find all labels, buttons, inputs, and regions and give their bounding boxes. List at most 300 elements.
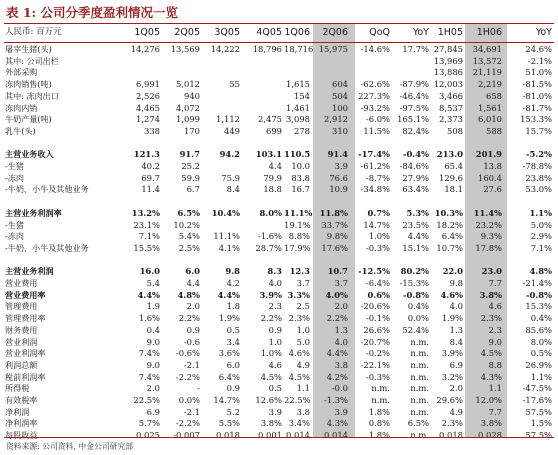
table-cell: 80.2% bbox=[400, 266, 429, 277]
table-cell: 2,475 bbox=[258, 114, 282, 125]
table-cell: 6.0 bbox=[185, 266, 200, 277]
table-cell: 3.7 bbox=[296, 278, 310, 288]
table-cell: -20.7% bbox=[360, 336, 390, 347]
table-cell: -20.6% bbox=[360, 301, 390, 312]
table-cell: 4.8% bbox=[529, 266, 552, 277]
table-cell: n.m. bbox=[410, 430, 429, 441]
table-cell: -22.1% bbox=[360, 359, 390, 370]
table-cell: 2.3% bbox=[480, 313, 502, 324]
table-cell: 4.0 bbox=[334, 336, 348, 347]
table-cell: 8.0% bbox=[530, 336, 552, 347]
table-cell: 2.3 bbox=[268, 301, 282, 312]
table-cell: 23.1% bbox=[133, 219, 160, 230]
table-cell: 1.0% bbox=[368, 231, 390, 242]
table-cell: 129.6 bbox=[439, 172, 463, 183]
table-cell: 5.0% bbox=[530, 219, 552, 230]
table-cell: 3.8 bbox=[296, 406, 310, 417]
table-cell: 9.0 bbox=[146, 336, 160, 347]
table-cell: 10.2% bbox=[173, 219, 200, 230]
table-cell: 0.025 bbox=[136, 430, 160, 441]
table-cell: 57.5% bbox=[525, 430, 552, 441]
table-cell: 0.4 bbox=[146, 324, 160, 335]
table-cell: -78.8% bbox=[522, 161, 552, 171]
table-cell: 6,991 bbox=[136, 79, 160, 90]
table-cell: 2.2% bbox=[260, 313, 282, 324]
table-cell: 2.5% bbox=[178, 242, 200, 253]
row-label: 税前利润率 bbox=[5, 371, 46, 382]
table-cell: 310 bbox=[332, 125, 348, 136]
table-cell: 278 bbox=[294, 125, 310, 136]
table-cell: 0.4% bbox=[407, 301, 429, 312]
table-cell: n.m. bbox=[410, 371, 429, 382]
table-cell: 16.0 bbox=[139, 266, 160, 277]
table-cell: 59.9 bbox=[181, 172, 200, 183]
table-cell: 0.0% bbox=[407, 313, 429, 324]
table-cell: 5.0 bbox=[296, 336, 310, 347]
row-label: 外部采购 bbox=[5, 67, 38, 78]
table-cell: 1.1 bbox=[296, 383, 310, 394]
table-cell: 10.0 bbox=[291, 161, 310, 171]
table-cell: 23.8% bbox=[525, 172, 552, 183]
table-cell: 3.3% bbox=[287, 289, 310, 300]
table-cell: 0.9 bbox=[226, 383, 240, 394]
table-cell: 1.8% bbox=[368, 406, 390, 417]
table-cell: 1,615 bbox=[286, 79, 310, 90]
column-header-4q05: 4Q05 bbox=[256, 27, 282, 38]
table-cell: 3,098 bbox=[286, 114, 310, 125]
table-cell: 6.0 bbox=[226, 359, 240, 370]
table-cell: 170 bbox=[184, 125, 200, 136]
table-cell: 4,465 bbox=[136, 102, 160, 113]
table-cell: 17.8% bbox=[475, 242, 502, 253]
table-cell: 1.1 bbox=[488, 383, 502, 394]
table-cell: 7.1% bbox=[138, 231, 160, 242]
table-cell: 508 bbox=[447, 125, 463, 136]
column-header-3q05: 3Q05 bbox=[214, 27, 240, 38]
table-cell: -81.0% bbox=[522, 90, 552, 101]
table-cell: -0.6 bbox=[183, 336, 200, 347]
table-cell: 18.8 bbox=[263, 184, 282, 195]
table-cell: 338 bbox=[144, 125, 160, 136]
table-cell: -0.1% bbox=[365, 313, 390, 324]
table-cell: 6,010 bbox=[478, 114, 502, 125]
table-cell: -0.2% bbox=[365, 348, 390, 359]
table-cell: 6.9 bbox=[449, 359, 463, 370]
table-cell: -8.7% bbox=[365, 172, 390, 183]
table-cell: 27,845 bbox=[433, 44, 463, 54]
table-cell: 3,466 bbox=[439, 90, 463, 101]
table-cell: 12,003 bbox=[433, 79, 463, 90]
table-title: 表 1: 公司分季度盈利情况一览 bbox=[6, 5, 179, 20]
table-cell: 121.3 bbox=[133, 149, 160, 160]
bottom-rule bbox=[4, 437, 554, 438]
table-cell: 4.4% bbox=[326, 348, 348, 359]
table-cell: 11.1% bbox=[284, 207, 313, 218]
table-cell: 51.0% bbox=[525, 67, 552, 78]
row-label: 营业费用率 bbox=[5, 289, 46, 300]
table-cell: -0.8% bbox=[525, 289, 552, 300]
table-cell: 27.6 bbox=[483, 184, 502, 195]
table-cell: 10.7% bbox=[436, 242, 463, 253]
table-cell: 0.7% bbox=[367, 207, 390, 218]
table-cell: 3.8% bbox=[479, 289, 502, 300]
table-cell: 0.9 bbox=[186, 324, 200, 335]
table-cell: -93.2% bbox=[360, 102, 390, 113]
table-cell: 4.9 bbox=[296, 359, 310, 370]
table-cell: 4.6 bbox=[488, 301, 502, 312]
table-cell: 3.4 bbox=[226, 336, 240, 347]
table-cell: 79.9 bbox=[263, 172, 282, 183]
table-cell: 69.7 bbox=[141, 172, 160, 183]
table-cell: 8.0% bbox=[259, 207, 282, 218]
table-cell: 7.7 bbox=[488, 278, 502, 288]
table-cell: -97.5% bbox=[399, 102, 429, 113]
table-cell: 13.8 bbox=[483, 161, 502, 171]
table-cell: 2.3% bbox=[441, 418, 463, 429]
table-cell: 40.2 bbox=[141, 161, 160, 171]
table-cell: 0.4% bbox=[530, 313, 552, 324]
table-cell: 4.2% bbox=[326, 371, 348, 382]
column-header-yoy: YoY bbox=[412, 27, 429, 38]
row-label: 每股收益 bbox=[5, 430, 38, 441]
table-cell: 0.0% bbox=[178, 395, 200, 405]
table-cell: 14,222 bbox=[210, 44, 240, 54]
table-cell: -2.1% bbox=[527, 55, 552, 66]
table-cell: 15.5% bbox=[133, 242, 160, 253]
table-cell: 4.0 bbox=[449, 301, 463, 312]
row-label: 管理费用率 bbox=[5, 313, 46, 324]
table-cell: 28.7% bbox=[255, 242, 282, 253]
table-cell: -0.0 bbox=[331, 383, 348, 394]
table-cell: 1.6% bbox=[138, 313, 160, 324]
row-label: 主营业务收入 bbox=[5, 149, 54, 160]
table-cell: n.m. bbox=[410, 383, 429, 394]
table-cell: 26.6% bbox=[363, 324, 390, 335]
table-cell: 2,912 bbox=[324, 114, 348, 125]
table-cell: 94.2 bbox=[219, 149, 240, 160]
table-cell: 1,274 bbox=[136, 114, 160, 125]
table-cell: 110.5 bbox=[284, 149, 311, 160]
table-cell: 6.4% bbox=[441, 231, 463, 242]
row-label: 主营业务利润率 bbox=[5, 207, 62, 218]
table-cell: 13,569 bbox=[170, 44, 200, 54]
table-cell: 4.1% bbox=[218, 242, 240, 253]
row-label: -生猪 bbox=[5, 161, 24, 171]
table-cell: 6.9 bbox=[146, 406, 160, 417]
table-cell: 53.0% bbox=[525, 184, 552, 195]
table-cell: -46.4% bbox=[399, 90, 429, 101]
table-cell: 14,276 bbox=[130, 44, 160, 54]
table-cell: 2.0 bbox=[146, 383, 160, 394]
table-cell: 3.9 bbox=[334, 161, 348, 171]
table-cell: 3.2% bbox=[441, 371, 463, 382]
table-cell: 4.0% bbox=[325, 289, 348, 300]
table-cell: -17.6% bbox=[522, 395, 552, 405]
table-cell: 0.5 bbox=[268, 383, 282, 394]
table-cell: 1.1% bbox=[530, 371, 552, 382]
row-label: 有效税率 bbox=[5, 395, 38, 405]
row-label: -生猪 bbox=[5, 219, 24, 230]
table-cell: 699 bbox=[266, 125, 282, 136]
table-cell: -2.2% bbox=[175, 371, 200, 382]
table-cell: 11.4 bbox=[141, 184, 160, 195]
table-cell: 3.9 bbox=[268, 406, 282, 417]
table-cell: 33.7% bbox=[321, 219, 348, 230]
table-cell: 7.4% bbox=[138, 371, 160, 382]
row-label: 乳牛(头) bbox=[5, 125, 36, 136]
table-cell: 14.7% bbox=[363, 219, 390, 230]
table-cell: 3.7 bbox=[334, 278, 348, 288]
table-cell: 3.8 bbox=[334, 359, 348, 370]
table-cell: 2,526 bbox=[136, 90, 160, 101]
table-cell: -2.1 bbox=[183, 359, 200, 370]
table-cell: 12.0% bbox=[475, 395, 502, 405]
table-cell: 9.8% bbox=[326, 231, 348, 242]
table-cell: -12.5% bbox=[358, 266, 390, 277]
table-cell: -0.3% bbox=[365, 371, 390, 382]
table-cell: 13,886 bbox=[433, 67, 463, 78]
table-cell: 91.4 bbox=[327, 149, 348, 160]
column-header-unit: 人民币: 百万元 bbox=[5, 27, 62, 37]
table-cell: 15.1% bbox=[402, 242, 429, 253]
table-cell: 22.5% bbox=[284, 395, 311, 405]
table-cell: 1.9% bbox=[218, 313, 240, 324]
table-cell: 7.7 bbox=[488, 406, 502, 417]
table-cell: 8.4 bbox=[226, 184, 240, 195]
table-cell: 2.0 bbox=[449, 383, 463, 394]
table-cell: 1.9 bbox=[146, 301, 160, 312]
table-cell: 91.7 bbox=[179, 149, 200, 160]
table-cell: 18,796 bbox=[252, 44, 282, 54]
row-label: 牛奶产量(吨) bbox=[5, 114, 52, 125]
table-cell: 7.4% bbox=[138, 348, 160, 359]
table-cell: 29.6% bbox=[436, 395, 463, 405]
header-row bbox=[0, 24, 558, 41]
table-cell: -62.6% bbox=[360, 79, 390, 90]
row-label: 净利润率 bbox=[5, 418, 38, 429]
table-cell: 18.2% bbox=[436, 219, 463, 230]
table-cell: 6.4% bbox=[218, 371, 240, 382]
table-cell: 11.8% bbox=[319, 207, 348, 218]
row-label: 管理费用 bbox=[5, 301, 38, 312]
table-cell: -14.6% bbox=[360, 44, 390, 54]
table-cell: -84.6% bbox=[399, 161, 429, 171]
table-cell: 7.1% bbox=[530, 242, 552, 253]
column-header-1h06: 1H06 bbox=[476, 27, 502, 38]
table-cell: 160.4 bbox=[478, 172, 502, 183]
table-cell: 0.014 bbox=[286, 430, 310, 441]
table-cell: 4.4% bbox=[407, 231, 429, 242]
table-cell: 15.3% bbox=[525, 301, 552, 312]
table-cell: 4.6 bbox=[268, 359, 282, 370]
table-cell: 26.9% bbox=[525, 359, 552, 370]
table-cell: 23.2% bbox=[475, 219, 502, 230]
table-cell: 1,561 bbox=[478, 102, 502, 113]
table-cell: 658 bbox=[486, 90, 502, 101]
table-cell: 1.8% bbox=[368, 430, 390, 441]
table-cell: 4.3% bbox=[480, 371, 502, 382]
table-cell: n.m. bbox=[410, 348, 429, 359]
table-cell: 3.8% bbox=[480, 418, 502, 429]
table-cell: 11.5% bbox=[363, 125, 390, 136]
table-cell: 4.6% bbox=[440, 289, 463, 300]
table-cell: 4.6% bbox=[288, 348, 310, 359]
row-label: 主营业务利润 bbox=[5, 266, 54, 277]
table-cell: 1.8 bbox=[226, 301, 240, 312]
row-label: 净利润 bbox=[5, 406, 30, 417]
table-cell: 12.3 bbox=[289, 266, 310, 277]
table-cell: 2.3% bbox=[288, 313, 310, 324]
table-cell: 0.5 bbox=[226, 324, 240, 335]
table-cell: 18,716 bbox=[284, 44, 314, 54]
row-label: -冻肉 bbox=[5, 172, 24, 183]
row-label: 冻肉内销 bbox=[5, 102, 38, 113]
table-cell: 17.9% bbox=[284, 242, 311, 253]
source-note: 资料来源: 公司资料, 中金公司研究部 bbox=[6, 442, 134, 451]
table-cell: -0.8% bbox=[402, 289, 429, 300]
table-cell: n.m. bbox=[371, 383, 390, 394]
table-cell: -61.2% bbox=[360, 161, 390, 171]
table-cell: 1.9% bbox=[441, 313, 463, 324]
column-header-1h05: 1H05 bbox=[437, 27, 463, 38]
table-cell: 9.0 bbox=[488, 336, 502, 347]
table-cell: 4.5% bbox=[260, 371, 282, 382]
table-cell: 0.018 bbox=[439, 430, 463, 441]
row-label: 所得税 bbox=[5, 383, 30, 394]
row-label: 其中: 公司出栏 bbox=[5, 55, 59, 66]
table-cell: 2,373 bbox=[439, 114, 463, 125]
table-cell: 10.3% bbox=[434, 207, 463, 218]
table-cell: -5.2% bbox=[525, 149, 552, 160]
table-cell: 3.6% bbox=[218, 348, 240, 359]
table-cell: 4,072 bbox=[176, 102, 200, 113]
table-cell: 2.9% bbox=[530, 231, 552, 242]
table-cell: 8.8 bbox=[488, 359, 502, 370]
table-cell: 153.3% bbox=[520, 114, 552, 125]
table-cell: 76.6 bbox=[329, 172, 348, 183]
table-cell: 2.2% bbox=[326, 313, 348, 324]
table-cell: 3.9% bbox=[441, 348, 463, 359]
table-cell: 52.4% bbox=[402, 324, 429, 335]
table-cell: 2.5 bbox=[296, 301, 310, 312]
table-cell: n.m. bbox=[410, 336, 429, 347]
table-cell: 85.6% bbox=[525, 324, 552, 335]
table-cell: 588 bbox=[486, 125, 502, 136]
table-cell: 6.5% bbox=[407, 418, 429, 429]
table-cell: - bbox=[197, 383, 200, 394]
column-header-1q06: 1Q06 bbox=[284, 27, 310, 38]
table-cell: 0.9 bbox=[268, 324, 282, 335]
table-cell: 12.6% bbox=[255, 395, 282, 405]
table-cell: 15,975 bbox=[318, 44, 348, 54]
table-cell: n.m. bbox=[371, 395, 390, 405]
table-cell: -0.007 bbox=[173, 430, 200, 441]
table-cell: 13.2% bbox=[131, 207, 160, 218]
table-cell: n.m. bbox=[410, 406, 429, 417]
table-cell: 5,012 bbox=[176, 79, 200, 90]
table-cell: 4.5% bbox=[480, 348, 502, 359]
table-cell: 9.8 bbox=[225, 266, 240, 277]
table-cell: -17.4% bbox=[358, 149, 390, 160]
table-cell: 3.4% bbox=[288, 418, 310, 429]
table-cell: 19.1% bbox=[284, 219, 311, 230]
table-cell: 75.9 bbox=[221, 172, 240, 183]
table-cell: 1.3 bbox=[449, 324, 463, 335]
table-cell: 2.0 bbox=[334, 301, 348, 312]
table-cell: 9.0 bbox=[146, 359, 160, 370]
table-cell: 1.0% bbox=[260, 348, 282, 359]
table-cell: 1.3 bbox=[334, 324, 348, 335]
table-cell: -81.5% bbox=[522, 79, 552, 90]
table-cell: -6.0% bbox=[365, 114, 390, 125]
table-cell: 13,572 bbox=[472, 55, 502, 66]
table-cell: 82.4% bbox=[402, 125, 429, 136]
table-cell: 10.4% bbox=[211, 207, 240, 218]
table-cell: 4.3% bbox=[326, 418, 348, 429]
column-header-2q05: 2Q05 bbox=[174, 27, 200, 38]
table-cell: -15.3% bbox=[399, 278, 429, 288]
table-cell: 5.2 bbox=[226, 406, 240, 417]
table-cell: -34.8% bbox=[360, 184, 390, 195]
table-cell: 11.1% bbox=[213, 231, 240, 242]
row-label: 利润总额 bbox=[5, 359, 38, 370]
table-cell: 604 bbox=[332, 79, 348, 90]
table-cell: 0.014 bbox=[324, 430, 348, 441]
row-label: 屠宰生猪(头) bbox=[5, 44, 52, 54]
table-cell: 2.0 bbox=[186, 301, 200, 312]
table-cell: 165.1% bbox=[397, 114, 429, 125]
table-cell: 10.7 bbox=[327, 266, 348, 277]
table-cell: 4.5% bbox=[288, 371, 310, 382]
table-cell: 2.3 bbox=[488, 324, 502, 335]
table-cell: 34,691 bbox=[472, 44, 502, 54]
table-cell: 11.4% bbox=[473, 207, 502, 218]
table-cell: 24.6% bbox=[525, 44, 552, 54]
table-cell: -1.6% bbox=[257, 231, 282, 242]
row-label: 营业利润 bbox=[5, 336, 38, 347]
table-cell: 4.4 bbox=[186, 278, 200, 288]
table-cell: 5.4% bbox=[178, 231, 200, 242]
table-cell: 55 bbox=[229, 79, 240, 90]
row-label: -牛奶、小牛及其他业务 bbox=[5, 242, 89, 253]
table-cell: 9.8 bbox=[449, 278, 463, 288]
table-cell: 5.3% bbox=[406, 207, 429, 218]
table-cell: 504 bbox=[332, 90, 348, 101]
table-cell: 4.4 bbox=[268, 161, 282, 171]
table-cell: 0.018 bbox=[216, 430, 240, 441]
table-cell: 17.6% bbox=[321, 242, 348, 253]
column-header-qoq: QoQ bbox=[369, 27, 390, 38]
table-cell: 18.1 bbox=[444, 184, 463, 195]
table-cell: 23.0 bbox=[481, 266, 502, 277]
table-cell: 13,969 bbox=[433, 55, 463, 66]
table-cell: 10.9 bbox=[329, 184, 348, 195]
table-cell: 940 bbox=[184, 90, 200, 101]
table-cell: 449 bbox=[224, 125, 240, 136]
table-cell: 4.4% bbox=[217, 289, 240, 300]
column-header-1q05: 1Q05 bbox=[134, 27, 160, 38]
table-cell: 1,099 bbox=[176, 114, 200, 125]
table-cell: 4.2 bbox=[226, 278, 240, 288]
table-cell: -87.9% bbox=[399, 79, 429, 90]
table-cell: -1.3% bbox=[323, 395, 348, 405]
row-label: -冻肉 bbox=[5, 231, 24, 242]
table-cell: 57.5% bbox=[525, 406, 552, 417]
table-cell: 22.5% bbox=[133, 395, 160, 405]
table-cell: -47.5% bbox=[522, 383, 552, 394]
table-cell: 83.8 bbox=[291, 172, 310, 183]
table-cell: 0.028 bbox=[478, 430, 502, 441]
